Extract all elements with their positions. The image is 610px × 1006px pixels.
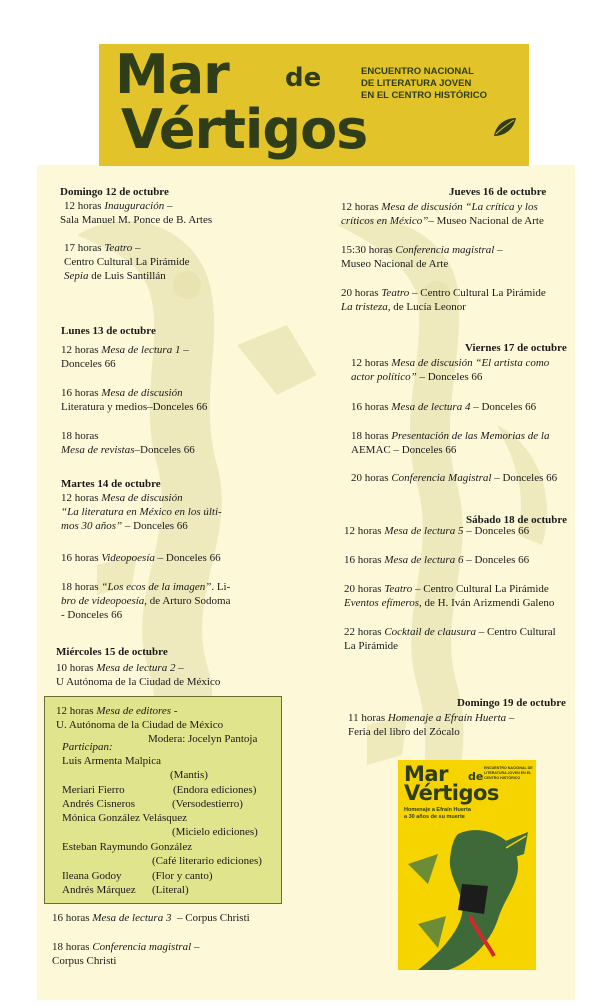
participant-name: Ileana Godoy [62,870,122,882]
event-teatro-12 [64,241,190,283]
participant-publisher: (Micielo ediciones) [172,826,258,838]
day-sunday-12 [60,185,212,227]
event-poster [398,760,536,970]
participant-publisher: (Literal) [152,884,189,896]
day-wednesday-15 [56,645,168,659]
event-lectura-6: 16 horas Mesa de lectura 6 – Donceles 66 [344,554,530,566]
day-friday-17: Viernes 17 de octubre [465,342,567,354]
poster-subtitle: ENCUENTRO NACIONAL DE LITERATURA JOVEN EN EL CENTRO HISTÓRICO [484,766,533,780]
event-lectura-1: 12 horas Mesa de lectura 1 – Donceles 66 [61,344,189,370]
event-homenaje: 11 horas Homenaje a Efraín Huerta – Feria del libro del Zócalo [348,712,515,738]
poster-logo-mar: Mar [404,762,448,786]
event-conferencia-16: 15:30 horas Conferencia magistral – Museo Nacional de Arte [341,244,503,270]
participants-label: Participan: [62,741,113,753]
event-teatro-16: 20 horas Teatro – Centro Cultural La Pirámide La tristeza, de Lucía Leonor [341,287,546,313]
day-heading: Domingo 12 de octubre [60,186,169,198]
poster-logo-de: de [468,770,484,783]
event-memorias: 18 horas Presentación de las Memorias de la AEMAC – Donceles 66 [351,430,550,456]
day-heading: Martes 14 de octubre [61,478,161,490]
editors-moderator: Modera: Jocelyn Pantoja [148,733,258,745]
event-banner [99,44,529,166]
poster-logo-vertigos: Vértigos [404,781,499,805]
day-heading: Miércoles 15 de octubre [56,646,168,658]
event-videopoesia: 16 horas Videopoesía – Donceles 66 [61,552,221,564]
event-conferencia-15: 18 horas Conferencia magistral – Corpus Christi [52,941,200,967]
participant-publisher: (Endora ediciones) [173,784,257,796]
event-place: Sala Manuel M. Ponce de B. Artes [60,214,213,226]
day-tuesday-14: Martes 14 de octubre 12 horas Mesa de discusión “La literatura en México en los últi- mos 30 años” – Donceles 66 [61,478,222,532]
participant-name: Luis Armenta Malpica [62,755,161,767]
leaf-icon [492,116,518,138]
event-work: Sepia de Luis Santillán [64,270,166,282]
participant-name: Mónica González Velásquez [62,812,188,824]
banner-subtitle: ENCUENTRO NACIONAL DE LITERATURA JOVEN EN EL CENTRO HISTÓRICO [361,66,487,101]
event-conferencia-17: 20 horas Conferencia Magistral – Donceles 66 [351,472,558,484]
participant-name: Esteban Raymundo González [62,841,193,853]
event-lectura-2: 10 horas Mesa de lectura 2 – U Autónoma de la Ciudad de México [56,662,221,688]
logo-mar: Mar [115,43,229,106]
participant-name: Andrés Márquez [62,884,136,896]
poster-alligator-icon [398,824,536,970]
participant-name: Andrés Cisneros [62,798,136,810]
participant-name: Meriari Fierro [62,784,125,796]
event-lectura-3: 16 horas Mesa de lectura 3 – Corpus Christi [52,912,250,924]
event-line: 17 horas Teatro – [64,242,141,254]
participant-publisher: (Mantis) [170,769,208,781]
event-artista: 12 horas Mesa de discusión “El artista como actor político” – Donceles 66 [351,357,550,383]
event-revistas: 18 horas Mesa de revistas–Donceles 66 [61,430,195,456]
event-lectura-5: 12 horas Mesa de lectura 5 – Donceles 66 [344,525,530,537]
day-heading: Lunes 13 de octubre [61,325,156,337]
day-sunday-19: Domingo 19 de octubre [457,697,566,709]
participant-publisher: (Café literario ediciones) [152,855,262,867]
poster-homage: Homenaje a Efraín Huerta a 30 años de su muerte [404,807,471,820]
logo-de: de [285,63,322,93]
editors-header: 12 horas Mesa de editores - U. Autónoma de la Ciudad de México [56,705,224,731]
day-monday-13 [61,324,156,338]
event-lectura-4: 16 horas Mesa de lectura 4 – Donceles 66 [351,401,537,413]
participant-publisher: (Versodestierro) [172,798,243,810]
event-critica: 12 horas Mesa de discusión “La crítica y los críticos en México”– Museo Nacional de Arte [341,201,544,227]
participant-publisher: (Flor y canto) [152,870,213,882]
logo-vertigos: Vértigos [121,98,368,161]
day-saturday-18: Sábado 18 de octubre [466,514,567,526]
event-line: 12 horas Inauguración – [64,200,173,212]
event-place: Centro Cultural La Pirámide [64,256,190,268]
event-cocktail: 22 horas Cocktail de clausura – Centro Cultural La Pirámide [344,626,556,652]
event-ecos-imagen: 18 horas “Los ecos de la imagen”. Li- bro de videopoesía, de Arturo Sodoma - Donceles 66 [61,581,231,621]
event-discusion-13: 16 horas Mesa de discusión Literatura y medios–Donceles 66 [61,387,208,413]
day-thursday-16: Jueves 16 de octubre [449,186,547,198]
event-teatro-18: 20 horas Teatro – Centro Cultural La Pirámide Eventos efímeros, de H. Iván Arizmendi Galeno [344,583,555,609]
